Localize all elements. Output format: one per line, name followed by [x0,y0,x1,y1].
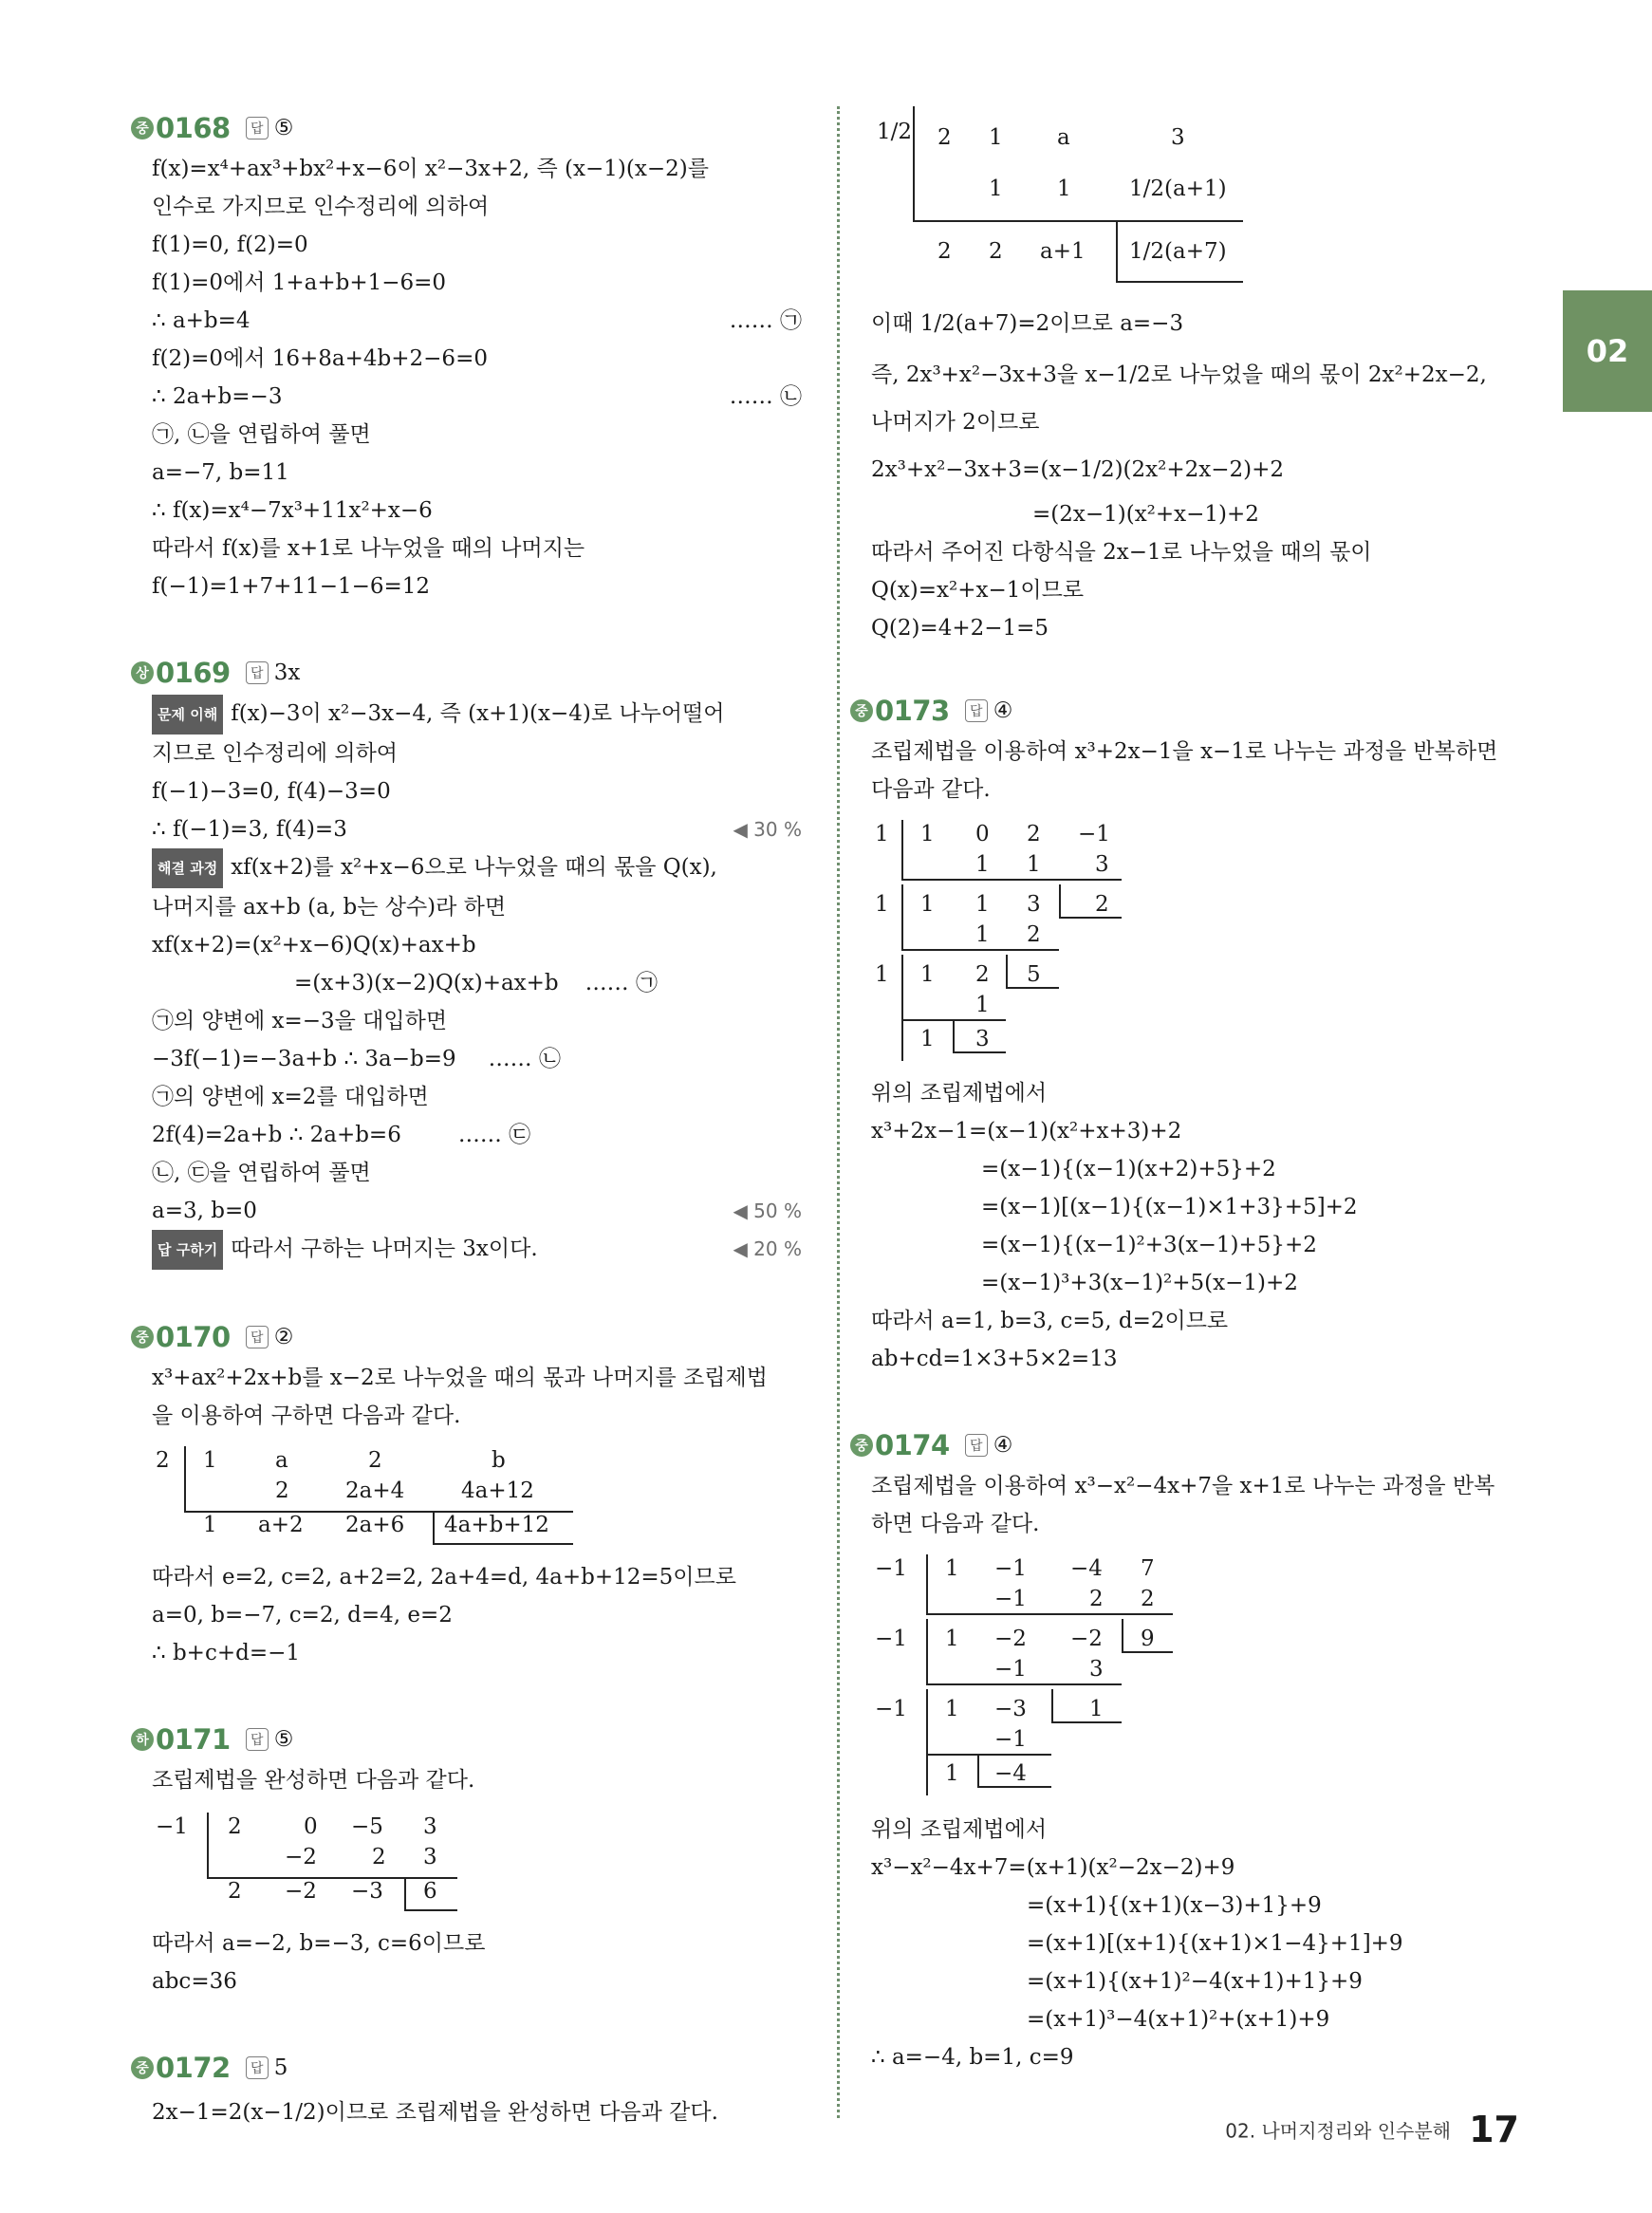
solution-line: =(x−1)³+3(x−1)²+5(x−1)+2 [981,1271,1298,1295]
problem-0169 [136,651,802,1270]
table-cell: 0 [975,822,990,846]
table-rule [901,820,903,879]
text: f(x)−3이 x²−3x−4, 즉 (x+1)(x−4)로 나누어떨어 [231,701,725,726]
solution-line: Q(2)=4+2−1=5 [871,616,1049,641]
solution-line: 조립제법을 완성하면 다음과 같다. [152,1768,475,1793]
table-cell: b [492,1448,506,1473]
table-rule [433,1511,435,1543]
problem-number: 0170 [156,1321,231,1353]
solution-line [152,810,802,848]
solution-line: abc=36 [152,1969,237,1994]
problem-header [850,1423,1526,1467]
table-cell: 1 [203,1513,217,1537]
solution-line: 나머지가 2이므로 [871,410,1040,435]
level-badge: 중 [131,117,154,139]
table-cell: 1 [920,1027,935,1051]
table-cell: 3 [975,1027,990,1051]
problem-0168 [136,106,802,605]
solution-line: f(1)=0, f(2)=0 [152,232,308,257]
solution-line [152,302,802,340]
solution-line: ∴ a=−4, b=1, c=9 [871,2045,1074,2070]
table-cell: 1 [945,1556,959,1581]
level-badge: 중 [850,699,873,722]
table-cell: 2 [368,1448,382,1473]
answer-icon: 답 [246,117,269,139]
step-tag: 답 구하기 [152,1230,223,1270]
solution-line: x³+ax²+2x+b를 x−2로 나누었을 때의 몫과 나머지를 조립제법 [152,1366,768,1390]
answer-value: ⑤ [273,1727,294,1752]
equation-mark: …… ㉡ [488,1047,561,1071]
table-cell: 3 [1171,125,1185,150]
table-rule [1122,1619,1123,1651]
table-rule [926,1619,928,1683]
table-rule [404,1909,457,1911]
table-rule [901,955,903,1061]
table-cell: 2 [989,239,1003,264]
solution-line: ㉡, ㉢을 연립하여 풀면 [152,1161,371,1185]
solution-line: =(x+1){(x+1)(x−3)+1}+9 [1027,1893,1322,1918]
solution-line: f(−1)=1+7+11−1−6=12 [152,574,431,599]
solution-line: =(x+1){(x+1)²−4(x+1)+1}+9 [1027,1969,1363,1994]
table-cell: 1 [989,125,1003,150]
solution-line: ∴ b+c+d=−1 [152,1641,300,1665]
table-cell: 1 [1027,852,1041,877]
table-cell: 2 [937,239,952,264]
answer-icon: 답 [246,2056,269,2079]
solution-line: x³−x²−4x+7=(x+1)(x²−2x−2)+9 [871,1855,1235,1880]
table-rule [953,1051,1006,1053]
solution-line: x³+2x−1=(x−1)(x²+x+3)+2 [871,1119,1182,1144]
level-badge: 중 [131,1326,154,1348]
equation-mark: …… ㉠ [729,308,802,333]
divisor: 1/2 [877,120,913,144]
table-cell: −5 [351,1814,383,1839]
table-rule [184,1446,186,1511]
table-cell: 1 [975,993,990,1017]
solution-line [152,964,802,1002]
table-rule [1006,987,1059,989]
synthetic-division-table [871,106,1526,287]
solution-line: 나머지를 ax+b (a, b는 상수)라 하면 [152,895,507,920]
table-cell: 2 [1141,1587,1155,1611]
solution-line: 위의 조립제법에서 [871,1817,1048,1842]
table-cell: 1/2(a+7) [1129,239,1227,264]
solution-line: =(x−1){(x−1)²+3(x−1)+5}+2 [981,1233,1317,1257]
answer-value: ⑤ [273,116,294,140]
table-cell: −1 [994,1727,1027,1752]
level-badge: 중 [850,1434,873,1457]
table-rule [207,1813,209,1877]
table-cell: 1 [989,177,1003,201]
table-rule [901,949,1059,951]
step-tag: 해결 과정 [152,848,223,888]
column-divider [837,106,840,2118]
table-cell: 2 [1027,922,1041,947]
score-percent: ◀ 30 % [733,818,802,841]
table-rule [901,879,1122,881]
table-cell: −1 [994,1556,1027,1581]
equation-mark: …… ㉠ [585,971,658,995]
solution-line: 따라서 주어진 다항식을 2x−1로 나누었을 때의 몫이 [871,540,1372,565]
solution-line [152,1040,802,1078]
table-cell: −1 [994,1657,1027,1682]
table-cell: 1 [945,1697,959,1721]
answer-icon: 답 [246,1728,269,1751]
solution-line: 2x−1=2(x−1/2)이므로 조립제법을 완성하면 다음과 같다. [152,2100,718,2125]
problem-0170 [136,1315,802,1672]
solution-line [152,1192,802,1230]
level-badge: 상 [131,661,154,684]
solution-line: 따라서 f(x)를 x+1로 나누었을 때의 나머지는 [152,536,585,561]
solution-line: xf(x+2)=(x²+x−6)Q(x)+ax+b [152,933,476,958]
table-cell: 4a+12 [461,1478,534,1503]
solution-line: 지므로 인수정리에 의하여 [152,741,399,766]
solution-line: 조립제법을 이용하여 x³−x²−4x+7을 x+1로 나누는 과정을 반복 [871,1474,1495,1498]
solution-line: ∴ f(x)=x⁴−7x³+11x²+x−6 [152,498,433,523]
table-cell: 2 [228,1879,242,1904]
problem-header [131,1315,802,1359]
table-cell: −4 [1070,1556,1103,1581]
problem-number: 0172 [156,2052,231,2084]
page-number: 17 [1469,2109,1519,2150]
table-rule [1116,220,1118,281]
problem-number: 0169 [156,657,231,689]
table-cell: a+1 [1040,239,1086,264]
table-cell: −2 [285,1845,317,1869]
chapter-side-tab: 02 [1563,290,1652,412]
solution-line: 인수로 가지므로 인수정리에 의하여 [152,195,490,219]
table-cell: 1 [945,1761,959,1786]
table-cell: 2a+6 [345,1513,405,1537]
table-cell: −2 [994,1627,1027,1651]
table-rule [913,106,915,220]
table-cell: 2a+4 [345,1478,405,1503]
table-cell: 1 [945,1627,959,1651]
answer-icon: 답 [246,1326,269,1348]
text: −3f(−1)=−3a+b ∴ 3a−b=9 [152,1047,456,1071]
solution-line: 하면 다음과 같다. [871,1512,1040,1536]
solution-line: Q(x)=x²+x−1이므로 [871,578,1085,603]
synthetic-division-table [152,1807,802,1913]
table-rule [913,220,1243,222]
solution-line: 따라서 e=2, c=2, a+2=2, 2a+4=d, 4a+b+12=5이므로 [152,1565,736,1590]
table-cell: 1 [920,892,935,917]
solution-line: 따라서 a=−2, b=−3, c=6이므로 [152,1931,486,1956]
table-rule [977,1754,979,1786]
table-cell: 3 [1089,1657,1104,1682]
step-tag: 문제 이해 [152,695,223,735]
table-cell: 1/2(a+1) [1129,177,1227,201]
table-cell: 9 [1141,1627,1155,1651]
table-cell: 0 [304,1814,318,1839]
table-rule [926,1683,1122,1685]
table-cell: −2 [1070,1627,1103,1651]
solution-line: =(x−1)[(x−1){(x−1)×1+3}+5]+2 [981,1195,1358,1219]
text: 따라서 구하는 나머지는 3x이다. [231,1237,538,1261]
table-cell: 2 [1027,822,1041,846]
solution-line: ㉠의 양변에 x=2를 대입하면 [152,1085,429,1109]
solution-line: =(x−1){(x−1)(x+2)+5}+2 [981,1157,1276,1181]
solution-line: ㉠, ㉡을 연립하여 풀면 [152,422,371,447]
table-rule [207,1877,457,1879]
answer-value: ④ [993,698,1013,723]
solution-line: 조립제법을 이용하여 x³+2x−1을 x−1로 나누는 과정을 반복하면 [871,739,1498,764]
table-cell: 1 [203,1448,217,1473]
answer-value: 5 [273,2055,288,2080]
table-cell: 3 [1095,852,1109,877]
solution-line: =(x+1)³−4(x+1)²+(x+1)+9 [1027,2007,1330,2032]
table-cell: −1 [994,1587,1027,1611]
text: ∴ f(−1)=3, f(4)=3 [152,817,347,842]
table-cell: 2 [228,1814,242,1839]
table-rule [433,1543,573,1545]
equation: ∴ 2a+b=−3 [152,384,283,409]
table-cell: 2 [275,1478,289,1503]
solution-line: 즉, 2x³+x²−3x+3을 x−1/2로 나누었을 때의 몫이 2x²+2x−2, [871,363,1487,387]
level-badge: 하 [131,1728,154,1751]
solution-line: 다음과 같다. [871,777,991,802]
table-cell: 1 [1089,1697,1104,1721]
table-cell: 1 [920,822,935,846]
right-column [855,106,1526,2122]
solution-line [152,378,802,416]
problem-number: 0168 [156,112,231,144]
table-cell: 1 [975,922,990,947]
table-cell: 6 [423,1879,437,1904]
score-percent: ◀ 20 % [733,1237,802,1260]
divisor: −1 [875,1627,907,1651]
solution-line: f(1)=0에서 1+a+b+1−6=0 [152,270,447,295]
problem-0173 [855,689,1526,1378]
table-cell: a+2 [258,1513,304,1537]
table-cell: −3 [351,1879,383,1904]
solution-line: ab+cd=1×3+5×2=13 [871,1347,1118,1371]
table-rule [926,1689,928,1795]
table-rule [926,1613,1173,1615]
table-rule [977,1786,1051,1788]
problem-number: 0171 [156,1723,231,1756]
table-cell: 3 [1027,892,1041,917]
text: 2f(4)=2a+b ∴ 2a+b=6 [152,1123,401,1147]
solution-line: 이때 1/2(a+7)=2이므로 a=−3 [871,311,1184,336]
repeated-synthetic-division [871,1551,1526,1799]
answer-icon: 답 [965,1434,988,1457]
table-cell: −1 [1078,822,1110,846]
table-rule [1051,1721,1122,1723]
equation-mark: …… ㉡ [729,384,802,409]
repeated-synthetic-division [871,816,1526,1063]
table-rule [953,1019,955,1051]
left-column [136,106,802,2181]
problem-header [850,689,1526,733]
answer-value: ④ [993,1433,1013,1458]
problem-0172 [136,2046,802,2135]
problem-header [131,651,802,695]
solution-line: 위의 조립제법에서 [871,1081,1048,1106]
solution-line: ㉠의 양변에 x=−3을 대입하면 [152,1009,448,1033]
table-rule [1059,884,1061,917]
answer-value: ② [273,1325,294,1349]
table-cell: 7 [1141,1556,1155,1581]
solution-line: f(2)=0에서 16+8a+4b+2−6=0 [152,346,488,371]
problem-header [131,106,802,150]
table-rule [404,1877,406,1909]
text: =(x+3)(x−2)Q(x)+ax+b [294,971,559,995]
text: xf(x+2)를 x²+x−6으로 나누었을 때의 몫을 Q(x), [231,855,717,880]
table-rule [1116,281,1243,283]
equation-mark: …… ㉢ [457,1123,531,1147]
table-cell: 5 [1027,962,1041,987]
table-cell: 4a+b+12 [444,1513,549,1537]
table-cell: 2 [1095,892,1109,917]
divisor: 2 [156,1448,170,1473]
table-cell: −4 [994,1761,1027,1786]
table-cell: a [1057,125,1070,150]
solution-line: a=−7, b=11 [152,460,289,485]
problem-number: 0174 [875,1429,950,1461]
table-cell: 3 [423,1814,437,1839]
answer-value: 3x [273,660,301,685]
solution-line [152,1230,802,1270]
solution-line [152,848,802,888]
problem-0172-continued [871,106,1526,647]
problem-header [131,2046,802,2090]
answer-icon: 답 [965,699,988,722]
table-rule [1006,955,1008,987]
solution-line: f(x)=x⁴+ax³+bx²+x−6이 x²−3x+2, 즉 (x−1)(x−2)를 [152,157,709,181]
answer-icon: 답 [246,661,269,684]
chapter-title: 02. 나머지정리와 인수분해 [1225,2119,1452,2143]
solution-line [152,1116,802,1154]
table-cell: 2 [372,1845,386,1869]
table-cell: 2 [937,125,952,150]
text: a=3, b=0 [152,1199,257,1223]
problem-0171 [136,1718,802,2000]
page-footer [1225,2109,1519,2150]
problem-header [131,1718,802,1761]
table-rule [1059,917,1122,919]
table-cell: 1 [975,852,990,877]
table-rule [1051,1689,1053,1721]
problem-number: 0173 [875,695,950,727]
solution-line: 을 이용하여 구하면 다음과 같다. [152,1404,461,1428]
table-cell: 1 [975,892,990,917]
table-rule [926,1554,928,1613]
solution-line: =(2x−1)(x²+x−1)+2 [1032,502,1259,527]
solution-line: f(−1)−3=0, f(4)−3=0 [152,779,391,804]
level-badge: 중 [131,2056,154,2079]
solution-line: 따라서 a=1, b=3, c=5, d=2이므로 [871,1309,1229,1333]
divisor: −1 [875,1556,907,1581]
table-rule [901,884,903,949]
solution-line: =(x+1)[(x+1){(x+1)×1−4}+1]+9 [1027,1931,1403,1956]
equation: ∴ a+b=4 [152,308,251,333]
divisor: 1 [875,892,889,917]
divisor: 1 [875,962,889,987]
table-cell: 1 [1057,177,1071,201]
synthetic-division-table [152,1442,802,1547]
table-cell: −2 [285,1879,317,1904]
table-cell: 3 [423,1845,437,1869]
solution-line: 2x³+x²−3x+3=(x−1/2)(2x²+2x−2)+2 [871,457,1285,482]
score-percent: ◀ 50 % [733,1199,802,1222]
divisor: −1 [875,1697,907,1721]
table-rule [926,1754,1051,1756]
divisor: 1 [875,822,889,846]
table-rule [1122,1651,1173,1653]
solution-line: a=0, b=−7, c=2, d=4, e=2 [152,1603,453,1627]
table-cell: a [275,1448,288,1473]
table-cell: 2 [975,962,990,987]
table-cell: 1 [920,962,935,987]
table-cell: −3 [994,1697,1027,1721]
table-cell: 2 [1089,1587,1104,1611]
problem-0174 [855,1423,1526,2076]
divisor: −1 [156,1814,188,1839]
solution-line [152,695,802,735]
